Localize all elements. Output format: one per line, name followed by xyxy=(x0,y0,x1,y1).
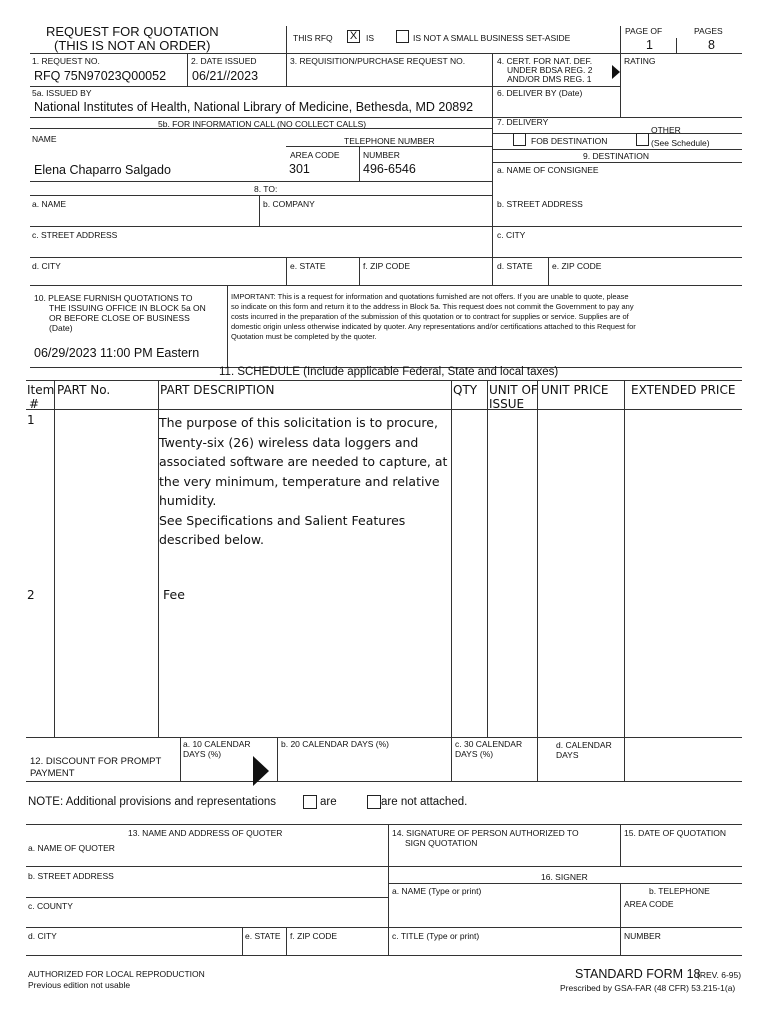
consignee-label: a. NAME OF CONSIGNEE xyxy=(497,165,599,175)
col-part-no-header: PART No. xyxy=(57,383,111,397)
note-text: NOTE: Additional provisions and representations xyxy=(28,796,277,808)
discount-10-days-label: DAYS (%) xyxy=(183,749,222,759)
dest-zip-label: e. ZIP CODE xyxy=(552,261,602,271)
note-are-label: are xyxy=(320,796,337,808)
number-label: NUMBER xyxy=(363,150,400,160)
row-item-number: 1 xyxy=(27,413,35,427)
area-code-value[interactable]: 301 xyxy=(289,162,310,176)
to-state-label: e. STATE xyxy=(290,261,326,271)
quoter-state-label: e. STATE xyxy=(245,931,281,941)
to-city-label: d. CITY xyxy=(32,261,61,271)
to-name-label: a. NAME xyxy=(32,199,67,209)
col-qty-header: QTY xyxy=(453,383,478,397)
col-item-hash: # xyxy=(29,397,40,411)
cert-label-3: AND/OR DMS REG. 1 xyxy=(507,74,592,84)
to-company-label: b. COMPANY xyxy=(263,199,315,209)
is-not-set-aside-checkbox[interactable] xyxy=(396,30,409,43)
important-line-3: costs incurred in the preparation of the submission of this quotation or to contract for supplies or service. Supplies are of xyxy=(231,312,629,321)
signer-name-label: a. NAME (Type or print) xyxy=(392,886,482,896)
discount-10-label: a. 10 CALENDAR xyxy=(183,739,251,749)
col-part-desc-header: PART DESCRIPTION xyxy=(160,383,275,397)
signature-label-2: SIGN QUOTATION xyxy=(405,838,478,848)
destination-label: 9. DESTINATION xyxy=(583,151,649,161)
issued-by-label: 5a. ISSUED BY xyxy=(32,88,92,98)
row-description[interactable]: Fee xyxy=(163,587,185,602)
date-issued-label: 2. DATE ISSUED xyxy=(191,56,257,66)
delivery-label: 7. DELIVERY xyxy=(497,117,549,127)
important-line-5: Quotation must be completed by the quoter. xyxy=(231,332,377,341)
dest-state-label: d. STATE xyxy=(497,261,533,271)
col-unit-price-header: UNIT PRICE xyxy=(541,383,609,397)
quoter-street-label: b. STREET ADDRESS xyxy=(28,871,114,881)
col-item-header: Item xyxy=(27,383,55,397)
contact-name-label: NAME xyxy=(32,134,57,144)
discount-30-label: c. 30 CALENDAR xyxy=(455,739,523,749)
request-no-label: 1. REQUEST NO. xyxy=(32,56,100,66)
to-label: 8. TO: xyxy=(254,184,278,194)
signer-area-code-label: AREA CODE xyxy=(624,899,674,909)
discount-calendar-days-label: DAYS xyxy=(556,750,579,760)
pages-count: 8 xyxy=(708,38,715,52)
schedule-title: 11. SCHEDULE (Include applicable Federal, State and local taxes) xyxy=(219,366,559,378)
discount-calendar-label: d. CALENDAR xyxy=(556,740,612,750)
signer-label: 16. SIGNER xyxy=(541,872,588,882)
furnish-line-4: (Date) xyxy=(49,323,73,333)
issued-by-value[interactable]: National Institutes of Health, National Library of Medicine, Bethesda, MD 20892 xyxy=(34,100,474,114)
footer-form-number: STANDARD FORM 18 xyxy=(575,967,701,981)
arrow-right-icon xyxy=(612,65,620,79)
provisions-are-not-checkbox[interactable] xyxy=(367,795,381,809)
other-delivery-checkbox[interactable] xyxy=(636,133,649,146)
important-line-1: IMPORTANT: This is a request for information and quotations furnished are not offers. If you are unable to quote, please xyxy=(231,292,629,301)
requisition-label: 3. REQUISITION/PURCHASE REQUEST NO. xyxy=(290,56,466,66)
fob-destination-label: FOB DESTINATION xyxy=(531,136,608,146)
quoter-zip-label: f. ZIP CODE xyxy=(290,931,338,941)
request-no-value[interactable]: RFQ 75N97023Q00052 xyxy=(34,69,167,83)
area-code-label: AREA CODE xyxy=(290,150,340,160)
quotation-date-label: 15. DATE OF QUOTATION xyxy=(624,828,727,838)
quoter-name-label: a. NAME OF QUOTER xyxy=(28,843,115,853)
quotation-due-date[interactable]: 06/29/2023 11:00 PM Eastern xyxy=(34,346,200,360)
row-item-number: 2 xyxy=(27,588,35,602)
signer-title-label: c. TITLE (Type or print) xyxy=(392,931,480,941)
signer-number-label: NUMBER xyxy=(624,931,661,941)
important-line-2: so indicate on this form and return it to the address in Block 5a. This request does not commit the Government to pay any xyxy=(231,302,634,311)
deliver-by-label: 6. DELIVER BY (Date) xyxy=(497,88,583,98)
footer-prescribed: Prescribed by GSA-FAR (48 CFR) 53.215-1(a) xyxy=(560,983,736,993)
fob-destination-checkbox[interactable] xyxy=(513,133,526,146)
furnish-line-2: THE ISSUING OFFICE IN BLOCK 5a ON xyxy=(49,303,206,313)
quoter-county-label: c. COUNTY xyxy=(28,901,73,911)
rating-label: RATING xyxy=(624,56,656,66)
form-title: REQUEST FOR QUOTATION xyxy=(46,24,219,39)
quoter-title: 13. NAME AND ADDRESS OF QUOTER xyxy=(128,828,283,838)
furnish-line-3: OR BEFORE CLOSE OF BUSINESS xyxy=(49,313,190,323)
discount-label-2: PAYMENT xyxy=(30,768,75,779)
arrow-right-icon xyxy=(253,756,269,786)
checkbox-x-mark: X xyxy=(349,30,358,42)
see-schedule-label: (See Schedule) xyxy=(651,138,710,148)
form-subtitle: (THIS IS NOT AN ORDER) xyxy=(54,38,211,53)
footer-authorized: AUTHORIZED FOR LOCAL REPRODUCTION xyxy=(28,969,205,979)
date-issued-value[interactable]: 06/21//2023 xyxy=(192,69,259,83)
important-line-4: domestic origin unless otherwise indicated by quoter. Any representations and/or certifications attached to this Request for xyxy=(231,322,636,331)
telephone-label: TELEPHONE NUMBER xyxy=(344,136,435,146)
col-unit-issue-header: ISSUE xyxy=(489,397,525,411)
discount-label-1: 12. DISCOUNT FOR PROMPT xyxy=(30,756,162,767)
to-street-label: c. STREET ADDRESS xyxy=(32,230,118,240)
furnish-line-1: 10. PLEASE FURNISH QUOTATIONS TO xyxy=(34,293,193,303)
signature-label-1: 14. SIGNATURE OF PERSON AUTHORIZED TO xyxy=(392,828,579,838)
footer-revision: (REV. 6-95) xyxy=(697,970,742,980)
note-are-not-label: are not attached. xyxy=(381,796,468,808)
dest-city-label: c. CITY xyxy=(497,230,526,240)
other-label: OTHER xyxy=(651,125,681,135)
pages-label: PAGES xyxy=(694,26,723,36)
phone-number-value[interactable]: 496-6546 xyxy=(363,162,416,176)
discount-20-label: b. 20 CALENDAR DAYS (%) xyxy=(281,739,390,749)
cert-label-2: UNDER BDSA REG. 2 xyxy=(507,65,593,75)
col-extended-price-header: EXTENDED PRICE xyxy=(631,383,736,397)
discount-30-days-label: DAYS (%) xyxy=(455,749,494,759)
dest-street-label: b. STREET ADDRESS xyxy=(497,199,583,209)
this-rfq-label: THIS RFQ xyxy=(293,33,333,43)
page-of-label: PAGE OF xyxy=(625,26,663,36)
is-not-label: IS NOT A SMALL BUSINESS SET-ASIDE xyxy=(413,33,571,43)
is-label: IS xyxy=(366,33,375,43)
cert-label-1: 4. CERT. FOR NAT. DEF. xyxy=(497,56,593,66)
to-zip-label: f. ZIP CODE xyxy=(363,261,411,271)
signer-telephone-label: b. TELEPHONE xyxy=(649,886,710,896)
info-call-label: 5b. FOR INFORMATION CALL (NO COLLECT CALLS) xyxy=(158,119,367,129)
row-description[interactable]: The purpose of this solicitation is to procure, Twenty-six (26) wireless data loggers and associated software are needed to capture, at the very minimum, temperature and relative humidity. See Specifications and Salient Features described below. xyxy=(159,415,448,547)
provisions-are-checkbox[interactable] xyxy=(303,795,317,809)
col-unit-header: UNIT OF xyxy=(489,383,538,397)
footer-previous-edition: Previous edition not usable xyxy=(28,980,131,990)
quoter-city-label: d. CITY xyxy=(28,931,57,941)
is-set-aside-checkbox[interactable] xyxy=(347,30,360,43)
contact-name-value[interactable]: Elena Chaparro Salgado xyxy=(34,163,171,177)
page-number: 1 xyxy=(646,38,653,52)
